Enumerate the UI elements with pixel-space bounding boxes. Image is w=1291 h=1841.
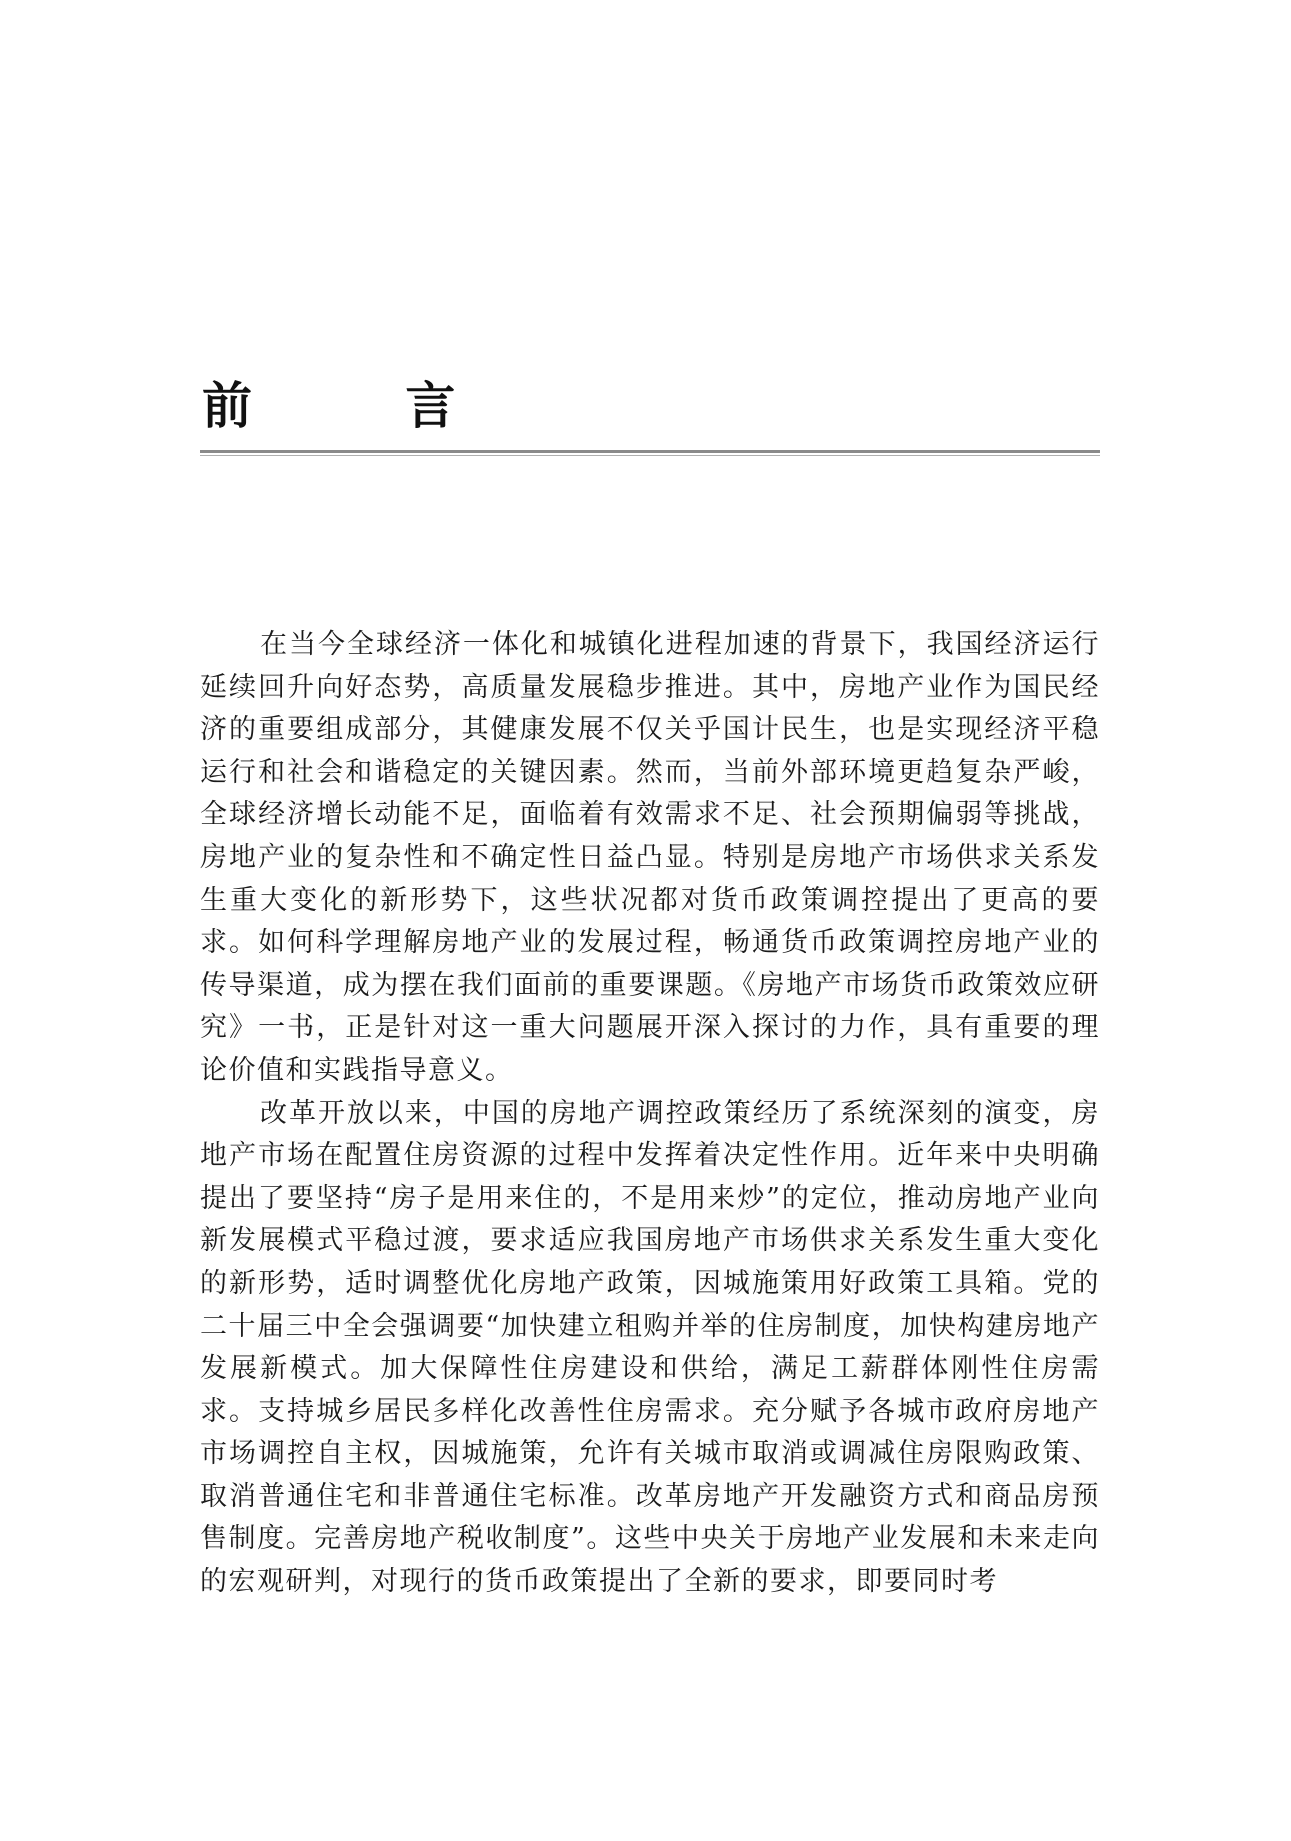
chapter-title: 前 言 — [202, 377, 524, 435]
paragraph-1: 在当今全球经济一体化和城镇化进程加速的背景下，我国经济运行延续回升向好态势，高质量发展稳步推进。其中，房地产业作为国民经济的重要组成部分，其健康发展不仅关乎国计民生，也是实现经济平稳运行和社会和谐稳定的关键因素。然而，当前外部环境更趋复杂严峻，全球经济增长动能不足，面临着有效需求不足、社会预期偏弱等挑战，房地产业的复杂性和不确定性日益凸显。特别是房地产市场供求关系发生重大变化的新形势下，这些状况都对货币政策调控提出了更高的要求。如何科学理解房地产业的发展过程，畅通货币政策调控房地产业的传导渠道，成为摆在我们面前的重要课题。《房地产市场货币政策效应研究》一书，正是针对这一重大问题展开深入探讨的力作，具有重要的理论价值和实践指导意义。 — [200, 629, 1100, 1086]
paragraph-2: 改革开放以来，中国的房地产调控政策经历了系统深刻的演变，房地产市场在配置住房资源的过程中发挥着决定性作用。近年来中央明确提出了要坚持“房子是用来住的，不是用来炒”的定位，推动房地产业向新发展模式平稳过渡，要求适应我国房地产市场供求关系发生重大变化的新形势，适时调整优化房地产政策，因城施策用好政策工具箱。党的二十届三中全会强调要“加快建立租购并举的住房制度，加快构建房地产发展新模式。加大保障性住房建设和供给，满足工薪群体刚性住房需求。支持城乡居民多样化改善性住房需求。充分赋予各城市政府房地产市场调控自主权，因城施策，允许有关城市取消或调减住房限购政策、取消普通住宅和非普通住宅标准。改革房地产开发融资方式和商品房预售制度。完善房地产税收制度”。这些中央关于房地产业发展和未来走向的宏观研判，对现行的货币政策提出了全新的要求，即要同时考 — [200, 1097, 1100, 1598]
body-text — [200, 624, 1100, 1604]
chapter-heading — [200, 376, 1100, 436]
heading-rule — [200, 450, 1100, 458]
